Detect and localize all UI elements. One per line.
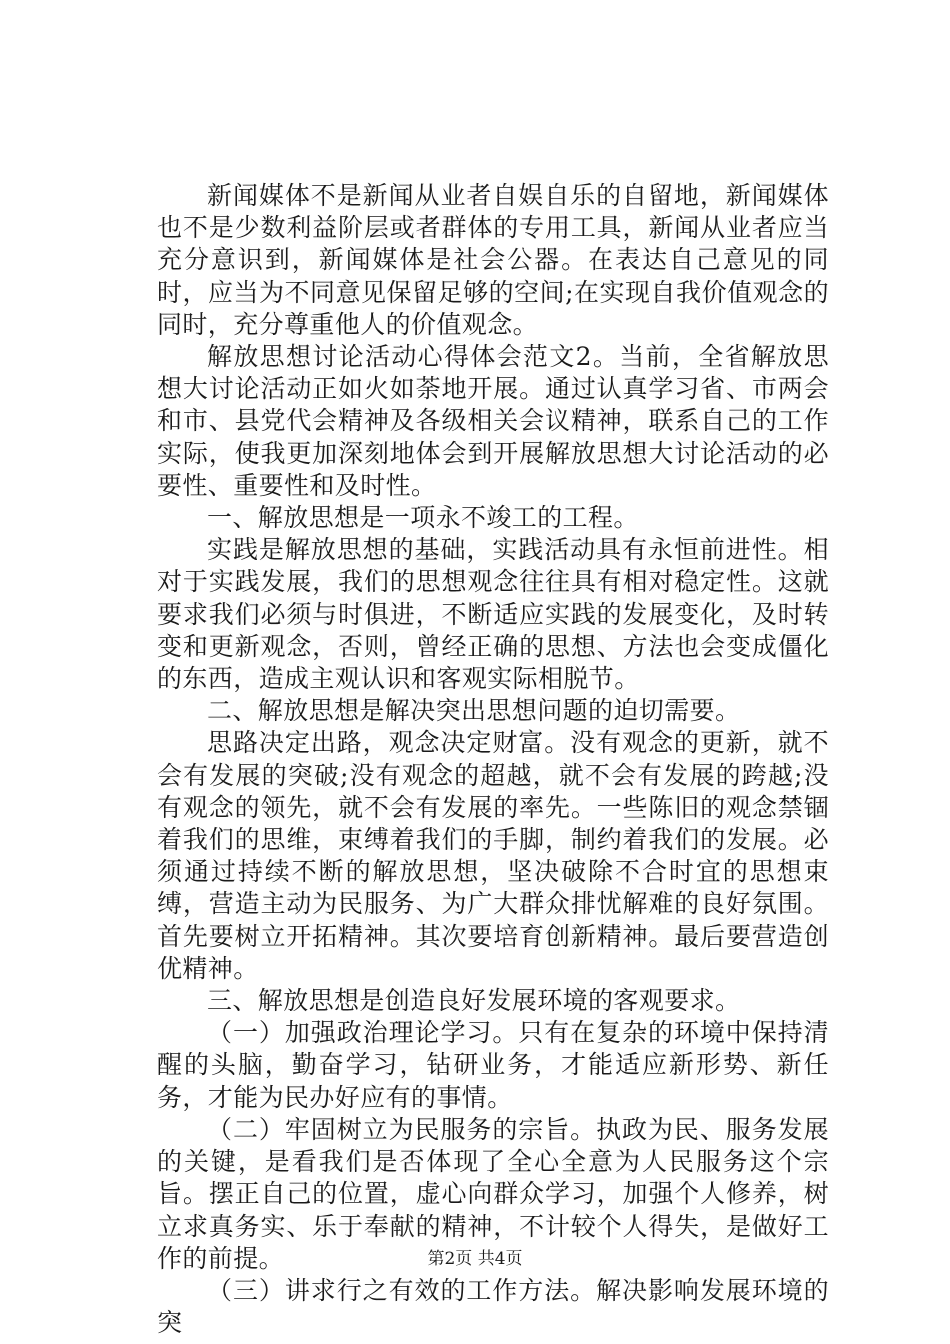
paragraph: 实践是解放思想的基础，实践活动具有永恒前进性。相对于实践发展，我们的思想观念往往具有相对稳定性。这就要求我们必须与时俱进，不断适应实践的发展变化，及时转变和更新观念，否则，曾经正确的思想、方法也会变成僵化的东西，造成主观认识和客观实际相脱节。 (157, 535, 829, 694)
paragraph: 新闻媒体不是新闻从业者自娱自乐的自留地，新闻媒体也不是少数利益阶层或者群体的专用工具，新闻从业者应当充分意识到，新闻媒体是社会公器。在表达自己意见的同时，应当为不同意见保留足够的空间;在实现自我价值观念的同时，充分尊重他人的价值观念。 (157, 181, 829, 339)
page-number-footer: 第2页 共4页 (427, 1249, 523, 1269)
paragraph: 思路决定出路，观念决定财富。没有观念的更新，就不会有发展的突破;没有观念的超越，就不会有发展的跨越;没有观念的领先，就不会有发展的率先。一些陈旧的观念禁锢着我们的思维，束缚着我们的手脚，制约着我们的发展。必须通过持续不断的解放思想，坚决破除不合时宜的思想束缚，营造主动为民服务、为广大群众排忧解难的良好氛围。首先要树立开拓精神。其次要培育创新精神。最后要营造创优精神。 (157, 728, 829, 983)
section-heading: 一、解放思想是一项永不竣工的工程。 (207, 503, 639, 533)
document-body (157, 180, 829, 1339)
paragraph: （一）加强政治理论学习。只有在复杂的环境中保持清醒的头脑，勤奋学习，钻研业务，才能适应新形势、新任务，才能为民办好应有的事情。 (157, 1018, 829, 1112)
section-heading: 三、解放思想是创造良好发展环境的客观要求。 (207, 986, 741, 1016)
paragraph: （二）牢固树立为民服务的宗旨。执政为民、服务发展的关键，是看我们是否体现了全心全意为人民服务这个宗旨。摆正自己的位置，虚心向群众学习，加强个人修养，树立求真务实、乐于奉献的精神，不计较个人得失，是做好工作的前提。 (157, 1114, 829, 1273)
paragraph: （三）讲求行之有效的工作方法。解决影响发展环境的突 (157, 1275, 829, 1338)
section-heading: 二、解放思想是解决突出思想问题的迫切需要。 (207, 696, 741, 726)
paragraph: 解放思想讨论活动心得体会范文2。当前，全省解放思想大讨论活动正如火如荼地开展。通过认真学习省、市两会和市、县党代会精神及各级相关会议精神，联系自己的工作实际，使我更加深刻地体会到开展解放思想大讨论活动的必要性、重要性和及时性。 (157, 342, 829, 500)
